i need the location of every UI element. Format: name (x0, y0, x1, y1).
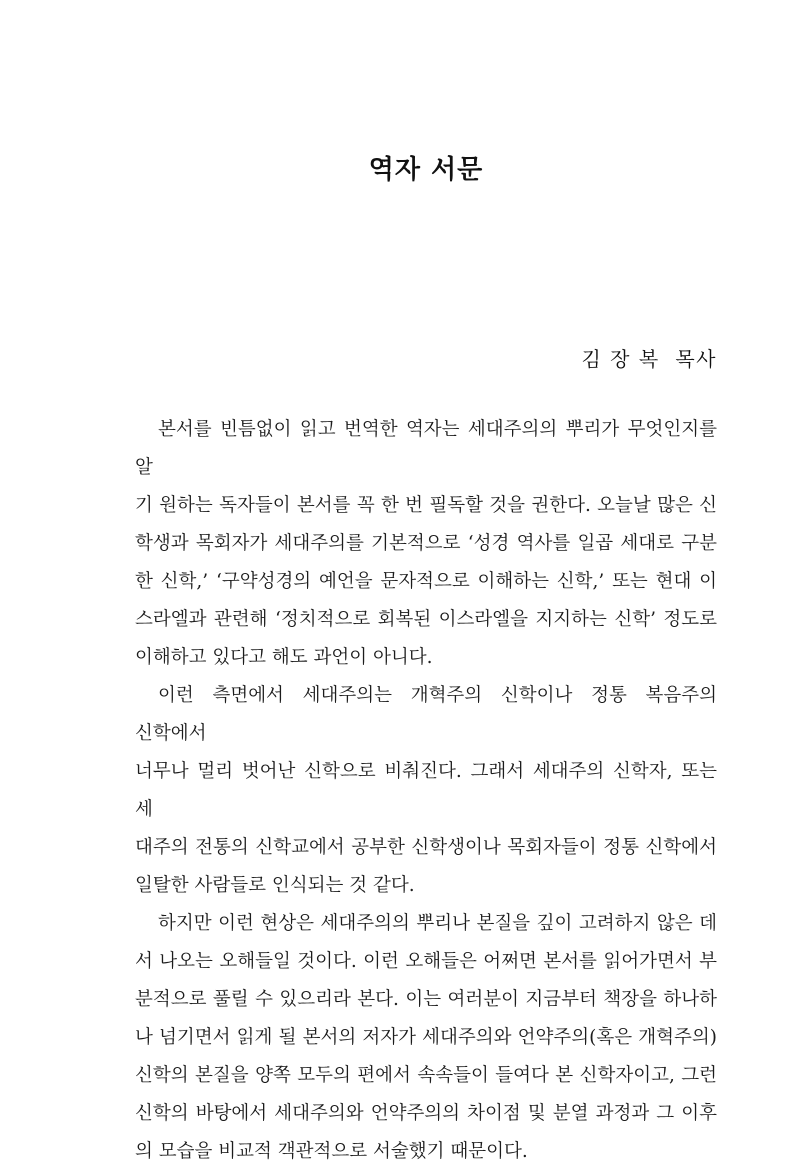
text-line: 신학의 본질을 양쪽 모두의 편에서 속속들이 들여다 본 신학자이고, 그런 (135, 1065, 717, 1086)
text-line: 이해하고 있다고 해도 과언이 아니다. (135, 647, 433, 668)
text-line: 대주의 전통의 신학교에서 공부한 신학생이나 목회자들이 정통 신학에서 (135, 837, 717, 858)
preface-body (135, 411, 717, 1171)
paragraph (135, 411, 717, 677)
text-line: 이런 측면에서 세대주의는 개혁주의 신학이나 정통 복음주의 신학에서 (135, 685, 717, 744)
text-line: 의 모습을 비교적 객관적으로 서술했기 때문이다. (135, 1141, 528, 1162)
text-line: 한 신학,’ ‘구약성경의 예언을 문자적으로 이해하는 신학,’ 또는 현대 이 (135, 571, 717, 592)
text-line: 분적으로 풀릴 수 있으리라 본다. 이는 여러분이 지금부터 책장을 하나하 (135, 989, 717, 1010)
translator-byline: 김 장 복 목사 (581, 347, 717, 371)
text-line: 일탈한 사람들로 인식되는 것 같다. (135, 875, 415, 896)
text-line: 스라엘과 관련해 ‘정치적으로 회복된 이스라엘을 지지하는 신학’ 정도로 (135, 609, 717, 630)
paragraph (135, 677, 717, 905)
page-title: 역자 서문 (368, 155, 484, 185)
text-line: 본서를 빈틈없이 읽고 번역한 역자는 세대주의의 뿌리가 무엇인지를 알 (135, 419, 717, 478)
text-line: 나 넘기면서 읽게 될 본서의 저자가 세대주의와 언약주의(혹은 개혁주의) (135, 1027, 717, 1048)
paragraph (135, 905, 717, 1171)
text-line: 신학의 바탕에서 세대주의와 언약주의의 차이점 및 분열 과정과 그 이후 (135, 1103, 717, 1124)
text-line: 학생과 목회자가 세대주의를 기본적으로 ‘성경 역사를 일곱 세대로 구분 (135, 533, 717, 554)
text-line: 하지만 이런 현상은 세대주의의 뿌리나 본질을 깊이 고려하지 않은 데 (158, 913, 717, 934)
text-line: 너무나 멀리 벗어난 신학으로 비춰진다. 그래서 세대주의 신학자, 또는 세 (135, 761, 717, 820)
text-line: 서 나오는 오해들일 것이다. 이런 오해들은 어쩌면 본서를 읽어가면서 부 (135, 951, 717, 972)
text-line: 기 원하는 독자들이 본서를 꼭 한 번 필독할 것을 권한다. 오늘날 많은 신 (135, 495, 717, 516)
